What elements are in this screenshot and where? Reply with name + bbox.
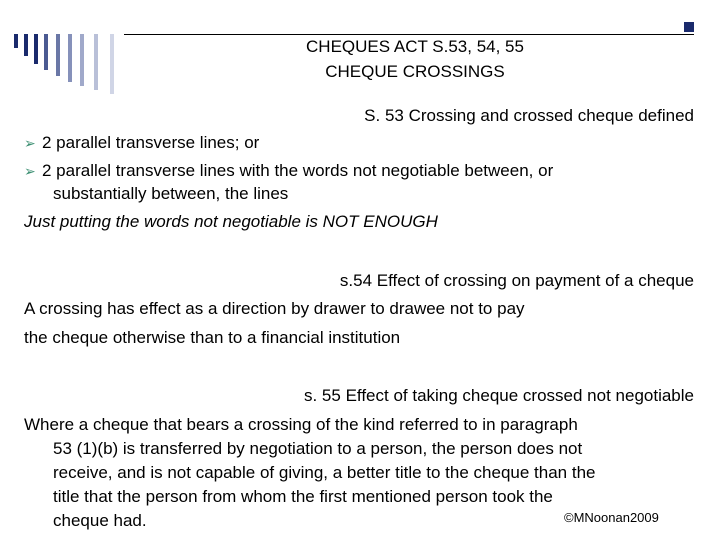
decor-bar — [94, 34, 98, 90]
bullet-item: ➢ 2 parallel transverse lines; or — [24, 131, 259, 155]
section-54-heading: s.54 Effect of crossing on payment of a cheque — [339, 271, 694, 290]
page-title — [250, 34, 580, 84]
section-55-line: 53 (1)(b) is transferred by negotiation to a person, the person does not — [53, 439, 583, 458]
decor-bar — [110, 34, 114, 94]
decor-bar — [34, 34, 38, 64]
copyright: ©MNoonan2009 — [564, 510, 659, 525]
decor-bar — [14, 34, 18, 48]
decor-bar — [68, 34, 72, 82]
title-line-2: CHEQUE CROSSINGS — [325, 62, 505, 81]
bullet-continuation: substantially between, the lines — [53, 184, 289, 203]
section-54-line: A crossing has effect as a direction by drawer to drawee not to pay — [24, 299, 525, 318]
decor-bar — [56, 34, 60, 76]
title-line-1: CHEQUES ACT S.53, 54, 55 — [306, 37, 524, 56]
decor-square — [684, 22, 694, 32]
arrow-bullet-icon: ➢ — [24, 135, 36, 151]
section-55-line: Where a cheque that bears a crossing of the kind referred to in paragraph — [24, 415, 578, 434]
section-53-heading: S. 53 Crossing and crossed cheque defined — [364, 106, 694, 125]
decor-bar — [80, 34, 84, 86]
arrow-bullet-icon: ➢ — [24, 163, 36, 179]
section-55-line: cheque had. — [53, 511, 147, 530]
section-55-heading: s. 55 Effect of taking cheque crossed not negotiable — [303, 386, 694, 405]
section-55-line: receive, and is not capable of giving, a better title to the cheque than the — [53, 463, 596, 482]
decorative-bars — [14, 34, 124, 94]
bullet-item: ➢ 2 parallel transverse lines with the words not negotiable between, or — [24, 159, 553, 183]
decor-bar — [24, 34, 28, 56]
section-55-line: title that the person from whom the first mentioned person took the — [53, 487, 553, 506]
decor-bar — [44, 34, 48, 70]
section-53-note: Just putting the words not negotiable is NOT ENOUGH — [24, 212, 438, 231]
section-54-line: the cheque otherwise than to a financial institution — [24, 328, 401, 347]
